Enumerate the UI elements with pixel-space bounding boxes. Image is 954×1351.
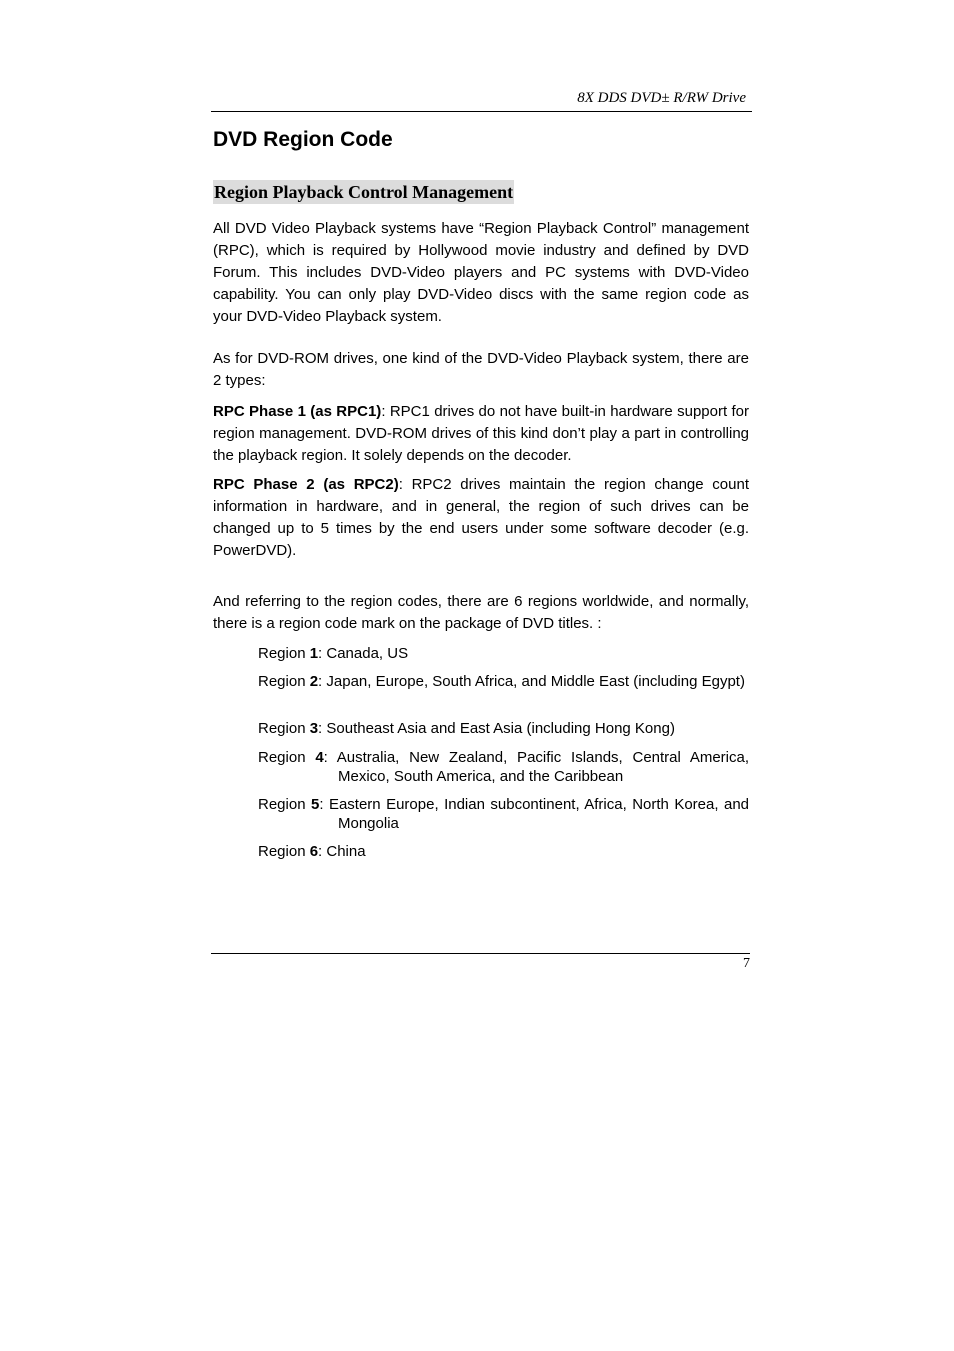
footer-divider (211, 953, 750, 954)
region-item (258, 672, 749, 691)
region-number: 5 (310, 796, 320, 813)
region-number: 2 (309, 673, 319, 690)
region-number: 3 (309, 720, 319, 737)
rpc1-text: : RPC1 drives do not have built-in hardware support for region management. DVD-ROM drives of this kind don’t play a part in controlling the playback region. It solely depends on the decoder. (213, 403, 749, 464)
intro-paragraph: All DVD Video Playback systems have “Region Playback Control” management (RPC), which is required by Hollywood movie industry and defined by DVD Forum. This includes DVD-Video players and PC systems with DVD-Video capability. You can only play DVD-Video discs with the same region code as your DVD-Video Playback system. (213, 220, 749, 325)
region-prefix: Region (258, 796, 311, 813)
page-title: DVD Region Code (213, 128, 393, 151)
region-number: 6 (309, 843, 319, 860)
region-prefix: Region (258, 843, 310, 860)
section-heading: Region Playback Control Management (214, 182, 514, 202)
region-prefix: Region (258, 673, 310, 690)
region-prefix: Region (258, 645, 310, 662)
running-header: 8X DDS DVD± R/RW Drive (211, 88, 752, 112)
rpc2-paragraph (213, 474, 749, 562)
region-number: 1 (309, 645, 319, 662)
regions-intro-paragraph: And referring to the region codes, there are 6 regions worldwide, and normally, there is a region code mark on the package of DVD titles. : (213, 593, 749, 632)
region-item (258, 842, 749, 861)
region-number: 4 (315, 749, 324, 766)
region-text: : China (318, 843, 366, 860)
region-item (258, 748, 749, 786)
page-number: 7 (743, 956, 750, 971)
region-prefix: Region (258, 749, 316, 766)
region-text: : Canada, US (318, 645, 409, 662)
rpc1-paragraph (213, 401, 749, 467)
region-item (258, 719, 749, 738)
rpc1-label: RPC Phase 1 (as RPC1) (213, 403, 382, 420)
region-text: : Eastern Europe, Indian subcontinent, Africa, North Korea, and Mongolia (319, 796, 749, 832)
types-intro-paragraph: As for DVD-ROM drives, one kind of the DVD-Video Playback system, there are 2 types: (213, 350, 749, 389)
region-item (258, 644, 749, 663)
region-prefix: Region (258, 720, 310, 737)
region-text: : Southeast Asia and East Asia (including Hong Kong) (318, 720, 675, 737)
rpc2-label: RPC Phase 2 (as RPC2) (213, 476, 399, 493)
region-text: : Japan, Europe, South Africa, and Middle East (including Egypt) (318, 673, 745, 690)
region-text: : Australia, New Zealand, Pacific Islands, Central America, Mexico, South America, and the Caribbean (323, 749, 749, 785)
rpc2-text: : RPC2 drives maintain the region change count information in hardware, and in general, the region of such drives can be changed up to 5 times by the end users under some software decoder (e.g. PowerDVD). (213, 476, 749, 559)
region-item (258, 795, 749, 833)
